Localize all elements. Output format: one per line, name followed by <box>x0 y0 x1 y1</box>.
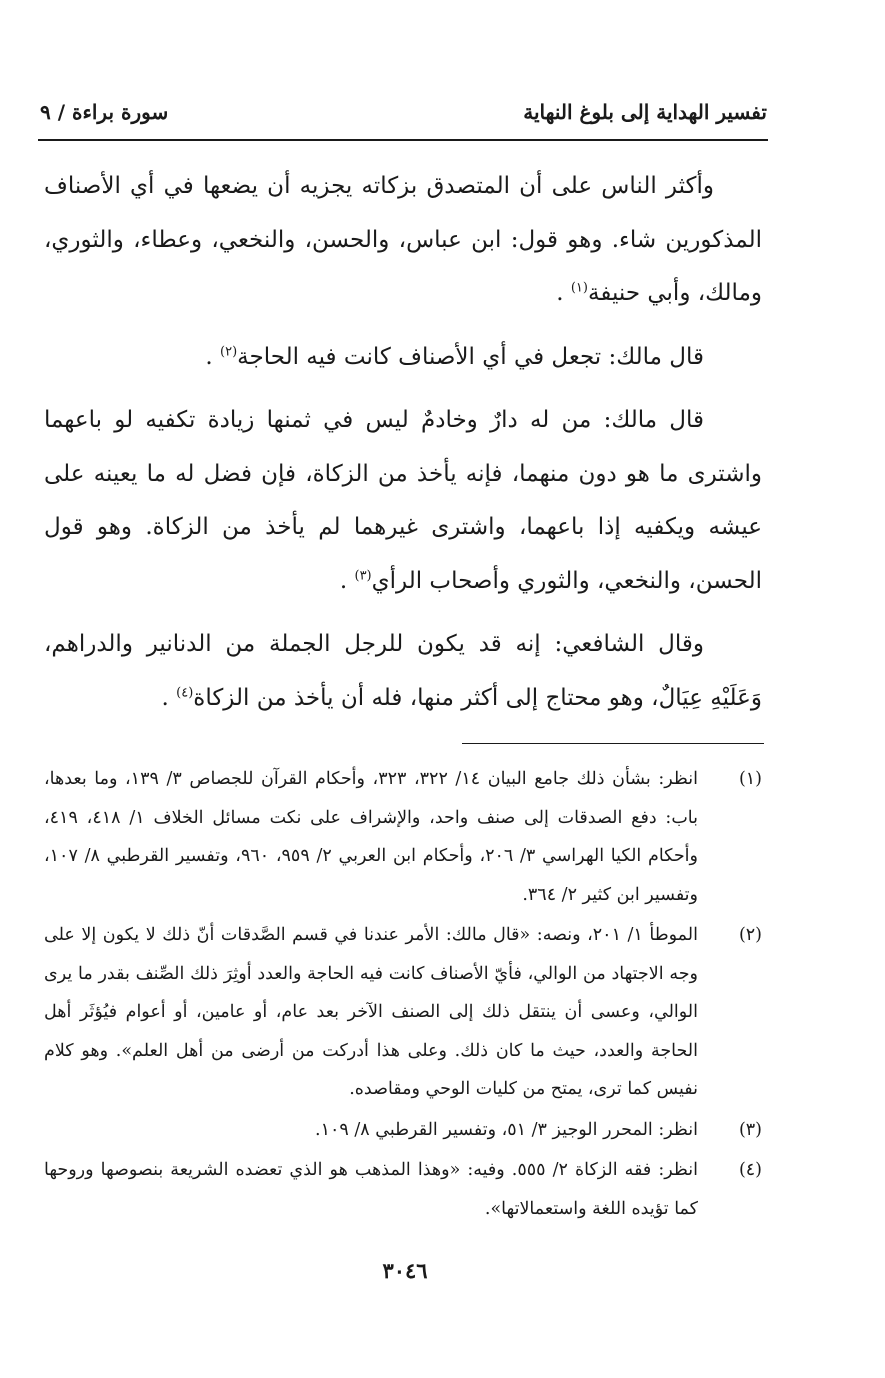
running-header <box>40 96 767 130</box>
paragraph-end: . <box>205 343 213 370</box>
footnote-marker: (٤) <box>176 684 194 700</box>
paragraph-end: . <box>339 567 348 594</box>
footnote-number: (١) <box>738 769 762 789</box>
surah-and-verse: سورة براءة / ٩ <box>40 100 169 124</box>
paragraph-text: وأكثر الناس على أن المتصدق بزكاته يجزيه أن يضعها في أي الأصناف المذكورين شاء. وهو قول: ابن عباس، والحسن، والنخعي، وعطاء، والثوري، ومالك، وأبي حنيفة <box>44 173 762 306</box>
paragraph-text: قال مالك: تجعل في أي الأصناف كانت فيه الحاجة <box>237 343 704 370</box>
page-number: ٣٠٤٦ <box>382 1258 428 1283</box>
footnote-marker: (١) <box>570 280 588 296</box>
footnote <box>44 1111 762 1150</box>
main-text <box>44 160 762 735</box>
footnote-separator <box>462 743 764 744</box>
footnote-marker: (٢) <box>220 343 238 359</box>
paragraph-text: قال مالك: من له دارٌ وخادمٌ ليس في ثمنها زيادة تكفيه لو باعهما واشترى ما هو دون منهما، فإنه يأخذ من الزكاة، فإن فضل له ما يعينه على عيشه ويكفيه إذا باعهما، واشترى غيرهما لم يأخذ من الزكاة. وهو قول الحسن، والنخعي، والثوري وأصحاب الرأي <box>44 407 762 594</box>
footnote-text: انظر: المحرر الوجيز ٣/ ٥١، وتفسير القرطبي ٨/ ١٠٩. <box>315 1119 698 1140</box>
footnotes-section <box>44 760 762 1230</box>
footnote-text: انظر: فقه الزكاة ٢/ ٥٥٥. وفيه: «وهذا المذهب هو الذي تعضده الشريعة بنصوصها وروحها كما تؤيده اللغة واستعمالاتها». <box>44 1160 698 1219</box>
footnote-number: (٢) <box>738 925 762 945</box>
book-title: تفسير الهداية إلى بلوغ النهاية <box>523 100 767 124</box>
footnote-text: انظر: بشأن ذلك جامع البيان ١٤/ ٣٢٢، ٣٢٣، وأحكام القرآن للجصاص ٣/ ١٣٩، وما بعدها، باب: دفع الصدقات إلى صنف واحد، والإشراف على نكت مسائل الخلاف ١/ ٤١٨، ٤١٩، وأحكام الكيا الهراسي ٣/ ٢٠٦، وأحكام ابن العربي ٢/ ٩٥٩، ٩٦٠، وتفسير القرطبي ٨/ ١٠٧، وتفسير ابن كثير ٢/ ٣٦٤. <box>44 769 699 905</box>
paragraph-end: . <box>161 684 169 711</box>
footnote <box>44 760 762 914</box>
paragraph <box>44 618 762 725</box>
footnote-marker: (٣) <box>354 567 372 583</box>
paragraph <box>44 160 762 321</box>
paragraph-end: . <box>556 280 564 306</box>
header-divider <box>38 139 768 141</box>
footnote <box>44 1151 762 1228</box>
footnote-number: (٤) <box>738 1160 762 1180</box>
paragraph-text: وقال الشافعي: إنه قد يكون للرجل الجملة من الدنانير والدراهم، وَعَلَيْهِ عِيَالٌ، وهو محتاج إلى أكثر منها، فله أن يأخذ من الزكاة <box>44 631 762 711</box>
paragraph <box>44 331 762 385</box>
footnote <box>44 916 762 1109</box>
footnote-number: (٣) <box>738 1119 762 1140</box>
footnote-text: الموطأ ١/ ٢٠١، ونصه: «قال مالك: الأمر عندنا في قسم الصَّدقات أنّ ذلك لا يكون إلا على وجه الاجتهاد من الوالي، فأيّ الأصناف كانت فيه الحاجة والعدد أوثِرَ ذلك الصِّنف بقدر ما يرى الوالي، وعسى أن ينتقل ذلك إلى الصنف الآخر بعد عام، أو عامين، أو أعوام فيُؤثَر أهل الحاجة والعدد، حيث ما كان ذلك. وعلى هذا أدركت من أرضى من أهل العلم». وهو كلام نفيس كما ترى، يمتح من كليات الوحي ومقاصده. <box>44 925 698 1099</box>
paragraph <box>44 394 762 608</box>
